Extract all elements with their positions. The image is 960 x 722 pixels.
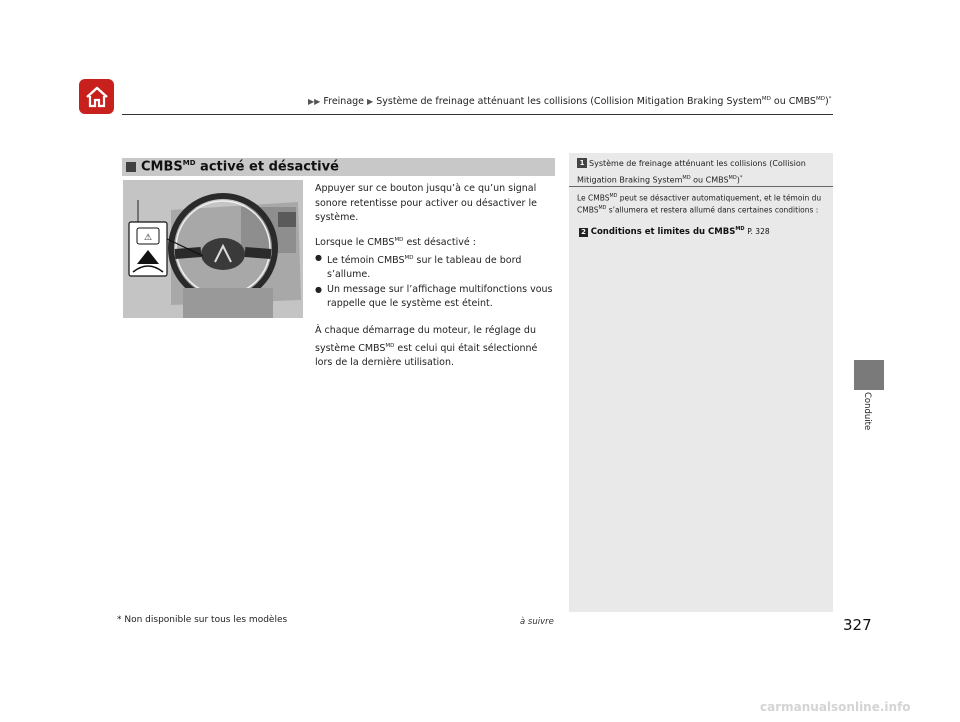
continues-label: à suivre (520, 617, 554, 627)
home-button[interactable] (79, 79, 114, 114)
list-item: ● Un message sur l’affichage multifonctions vous rappelle que le système est éteint. (315, 283, 555, 312)
dashboard-illustration (123, 180, 303, 318)
footnote: * Non disponible sur tous les modèles (117, 615, 288, 625)
breadcrumb-item-cmbs[interactable]: Système de freinage atténuant les collisions (Collision Mitigation Braking System$^{MD}$ ou $CMBS^{MD})^*$ (376, 96, 832, 108)
chapter-label: Conduite (862, 392, 872, 431)
watermark: carmanualsonline.info (760, 700, 911, 714)
breadcrumb-arrow-icon: ▶▶ (308, 97, 321, 107)
bullet-list (315, 251, 555, 313)
breadcrumb (308, 96, 868, 107)
header-divider (122, 114, 833, 115)
page-number: 327 (843, 616, 872, 634)
section-marker-icon (126, 162, 136, 172)
home-icon (84, 85, 110, 109)
cross-reference-link[interactable]: 2 Conditions et limites du $CMBS^{MD}$ P. 328 (579, 226, 770, 237)
list-item: ● Le témoin $CMBS^{MD}$ sur le tableau de bord s’allume. (315, 251, 555, 283)
paragraph-intro: Appuyer sur ce bouton jusqu’à ce qu’un signal sonore retentisse pour activer ou désactiver le système. (315, 183, 537, 224)
section-header (122, 158, 555, 176)
section-title: $CMBS^{MD}$ activé et désactivé (141, 159, 339, 175)
paragraph-when-off: Lorsque le $CMBS^{MD}$ est désactivé : (315, 236, 476, 248)
sidebar-note-body: Le $CMBS^{MD}$ peut se désactiver automatiquement, et le témoin du $CMBS^{MD}$ s’allumera et restera allumé dans certaines conditions : (577, 193, 822, 215)
note-number-icon: 1 (577, 158, 587, 168)
paragraph-restart: À chaque démarrage du moteur, le réglage du système $CMBS^{MD}$ est celui qui était sélectionné lors de la dernière utilisation. (315, 325, 538, 369)
sidebar-notes (569, 153, 833, 612)
breadcrumb-item-freinage[interactable]: Freinage (323, 96, 365, 108)
svg-text:⚠: ⚠ (143, 233, 153, 243)
sidebar-note-title: 1 Système de freinage atténuant les collisions (Collision Mitigation Braking System$^{MD}$ ou $CMBS^{MD})^*$ (577, 159, 806, 185)
sidebar-divider (569, 186, 833, 187)
chapter-tab[interactable] (854, 360, 884, 390)
main-body-text (315, 182, 555, 378)
breadcrumb-arrow-icon: ▶ (367, 97, 374, 107)
xref-arrow-icon: 2 (579, 228, 588, 237)
